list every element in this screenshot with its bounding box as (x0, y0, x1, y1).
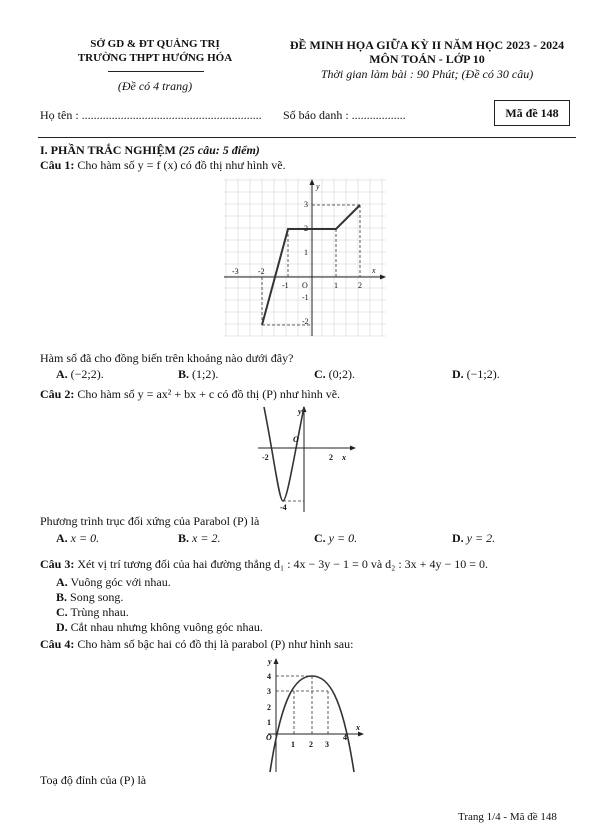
q2-tick-x-neg2: -2 (262, 453, 269, 462)
option-text: x = 2. (192, 531, 221, 545)
q1-tick-x-2: 2 (358, 281, 362, 290)
option-text: y = 0. (328, 531, 358, 545)
option-key: B. (56, 590, 68, 604)
option-text: Song song. (70, 590, 124, 604)
question-text: Xét vị trí tương đối của hai đường thẳng d₁ : 4x − 3y − 1 = 0 và d₂ : 3x + 4y − 10 = 0. (77, 557, 488, 571)
option-key: D. (56, 620, 68, 634)
q4-tick-x-1: 1 (291, 740, 295, 749)
q4-tick-y-4: 4 (267, 672, 271, 681)
school-name: TRƯỜNG THPT HƯỚNG HÓA (77, 52, 233, 64)
q1-option-c[interactable] (314, 367, 355, 382)
exam-time-note: Thời gian làm bài : 90 Phút; (Đề có 30 câu) (320, 67, 534, 81)
q1-origin: O (302, 281, 308, 290)
exam-title: ĐỀ MINH HỌA GIỮA KỲ II NĂM HỌC 2023 - 2024 (289, 38, 565, 52)
q1-question: Hàm số đã cho đồng biến trên khoảng nào dưới đây? (40, 351, 294, 365)
q4-guides (276, 676, 328, 734)
option-text: x = 0. (70, 531, 100, 545)
q4-x-arrow (358, 732, 364, 737)
q2-option-a[interactable] (56, 531, 99, 546)
question-text: Cho hàm số bậc hai có đồ thị là parabol (P) như hình sau: (77, 637, 354, 651)
page-footer: Trang 1/4 - Mã đề 148 (458, 811, 557, 823)
q3-option-d[interactable] (56, 620, 263, 635)
option-text: (−1;2). (466, 367, 500, 381)
option-key: C. (314, 531, 326, 545)
q4-tick-x-3: 3 (325, 740, 329, 749)
q1-tick-x-neg1: -1 (282, 281, 289, 290)
section-heading (40, 143, 260, 158)
q1-x-arrow (380, 275, 386, 280)
q3-option-a[interactable] (56, 575, 171, 590)
header-divider-left (108, 71, 204, 72)
exam-code: Mã đề 148 (505, 105, 559, 120)
q3-option-b[interactable] (56, 590, 123, 605)
question-4 (40, 637, 353, 652)
option-key: A. (56, 531, 68, 545)
q2-x-arrow (350, 446, 356, 451)
student-id-field: Số báo danh : .................. (283, 108, 406, 122)
pages-note: (Đề có 4 trang) (117, 79, 193, 93)
question-text: Cho hàm số y = f (x) có đồ thị như hình vẽ. (77, 158, 286, 172)
q4-question: Toạ độ đỉnh của (P) là (40, 773, 147, 787)
q2-question: Phương trình trục đối xứng của Parabol (P) là (40, 514, 260, 528)
question-1 (40, 158, 286, 173)
q1-tick-y-3: 3 (304, 200, 308, 209)
q1-option-d[interactable] (452, 367, 500, 382)
option-key: A. (56, 575, 68, 589)
q1-tick-y-2: 2 (304, 224, 308, 233)
q1-tick-x-neg3: -3 (232, 267, 239, 276)
q4-origin: O (266, 733, 272, 742)
question-label: Câu 1: (40, 158, 75, 172)
header-divider (38, 137, 576, 138)
q2-origin: O (293, 435, 299, 444)
department-name: SỞ GD & ĐT QUẢNG TRỊ (90, 38, 220, 50)
q2-y-label: y (298, 407, 302, 416)
student-name-field: Họ tên : ............................................................ (40, 108, 262, 122)
q1-x-label: x (372, 266, 376, 275)
q4-tick-y-3: 3 (267, 687, 271, 696)
option-text: (1;2). (192, 367, 219, 381)
q1-curve (262, 205, 360, 325)
q4-tick-y-1: 1 (267, 718, 271, 727)
question-label: Câu 4: (40, 637, 75, 651)
q4-graph (256, 654, 368, 774)
option-key: C. (314, 367, 326, 381)
q4-y-arrow (274, 658, 279, 664)
q1-option-b[interactable] (178, 367, 218, 382)
q2-parabola (264, 407, 304, 501)
question-label: Câu 3: (40, 557, 75, 571)
q1-tick-x-1: 1 (334, 281, 338, 290)
question-text: Cho hàm số y = ax² + bx + c có đồ thị (P) như hình vẽ. (77, 387, 341, 401)
question-3 (40, 557, 488, 572)
q1-tick-x-neg2: -2 (258, 267, 265, 276)
option-key: B. (178, 531, 190, 545)
q4-x-label: x (356, 723, 360, 732)
q1-guides (262, 205, 360, 325)
question-label: Câu 2: (40, 387, 75, 401)
option-text: y = 2. (466, 531, 496, 545)
q2-graph (254, 402, 360, 514)
q2-option-b[interactable] (178, 531, 220, 546)
q4-tick-x-4: 4 (343, 733, 347, 742)
q4-tick-x-2: 2 (309, 740, 313, 749)
option-key: D. (452, 367, 464, 381)
section-note: (25 câu: 5 điểm) (178, 143, 260, 157)
q1-y-label: y (316, 182, 320, 191)
option-text: (−2;2). (70, 367, 104, 381)
q3-option-c[interactable] (56, 605, 129, 620)
option-text: Vuông góc với nhau. (70, 575, 171, 589)
q1-tick-y-neg2: -2 (302, 317, 309, 326)
q2-option-c[interactable] (314, 531, 357, 546)
q1-option-a[interactable] (56, 367, 104, 382)
exam-code-box (494, 100, 570, 126)
q1-tick-y-1: 1 (304, 248, 308, 257)
option-text: Cắt nhau nhưng không vuông góc nhau. (70, 620, 263, 634)
option-key: D. (452, 531, 464, 545)
q2-option-d[interactable] (452, 531, 495, 546)
q2-x-label: x (342, 453, 346, 462)
question-2 (40, 387, 340, 402)
q1-graph (222, 176, 388, 338)
option-text: (0;2). (328, 367, 355, 381)
option-key: B. (178, 367, 190, 381)
option-text: Trùng nhau. (70, 605, 129, 619)
exam-subject: MÔN TOÁN - LỚP 10 (369, 52, 485, 66)
option-key: A. (56, 367, 68, 381)
q1-tick-y-neg1: -1 (302, 293, 309, 302)
q2-tick-y-neg4: -4 (280, 503, 287, 512)
section-title: I. PHẦN TRẮC NGHIỆM (40, 143, 176, 157)
q4-tick-y-2: 2 (267, 703, 271, 712)
option-key: C. (56, 605, 68, 619)
q4-y-label: y (268, 657, 272, 666)
q2-tick-x-2: 2 (329, 453, 333, 462)
